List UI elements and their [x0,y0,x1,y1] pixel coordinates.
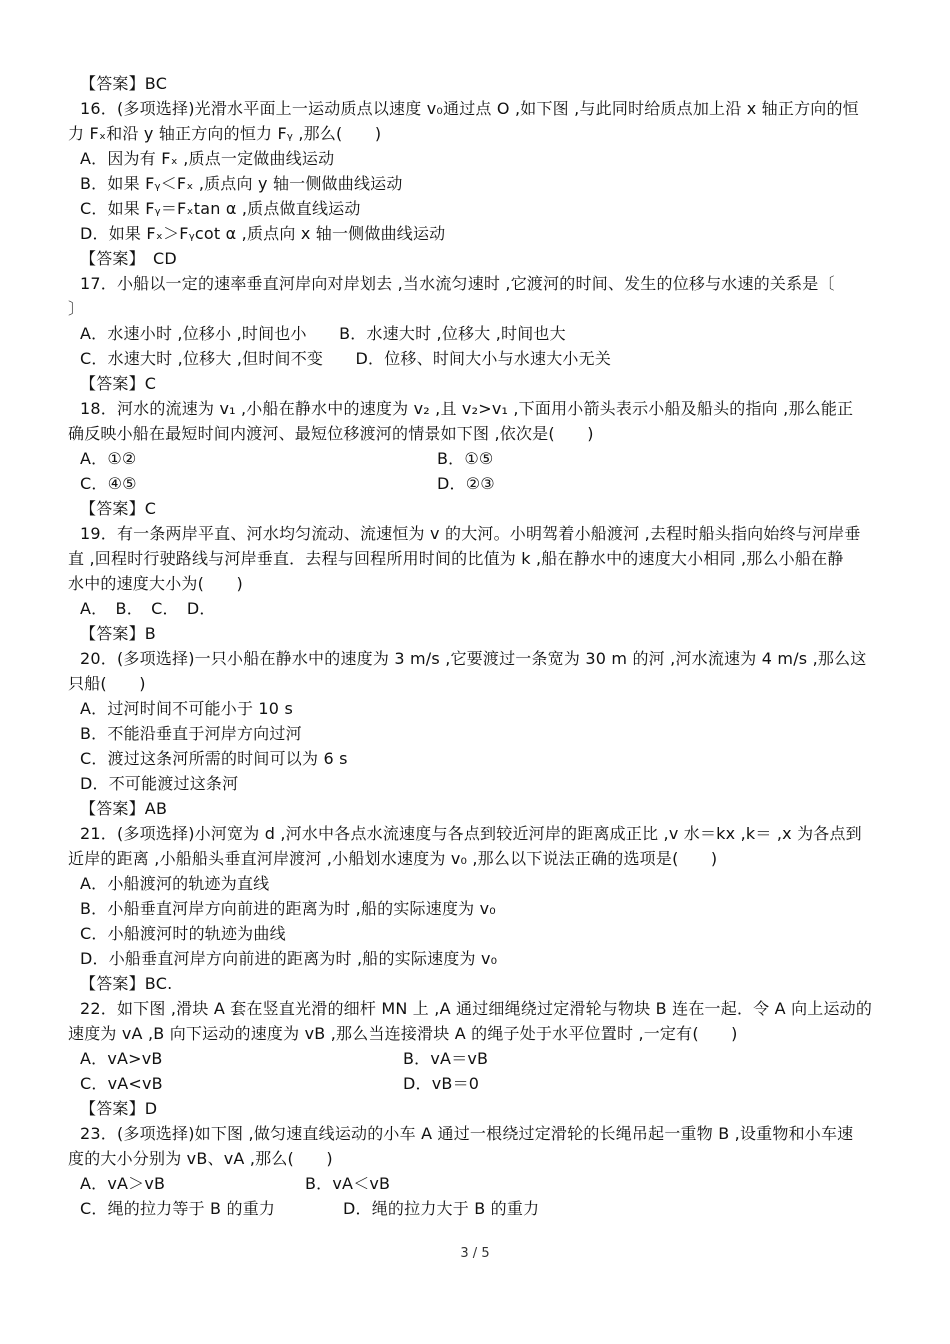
page-number: 3 / 5 [460,1246,490,1261]
q20-option-b: B．不能沿垂直于河岸方向过河 [80,724,302,743]
q19-options: A． B． C． D． [80,599,216,618]
q22-stem-line1: 22．如下图 ,滑块 A 套在竖直光滑的细杆 MN 上 ,A 通过细绳绕过定滑轮与物块 B 连在一起．令 A 向上运动的 [80,999,873,1018]
q23-stem-line2: 度的大小分别为 vB、vA ,那么( ) [68,1149,333,1168]
q19-stem-line3: 水中的速度大小为( ) [68,574,243,593]
q23-option-b: B．vA＜vB [305,1174,391,1193]
q21-option-b: B．小船垂直河岸方向前进的距离为时 ,船的实际速度为 v₀ [80,899,496,918]
q23-option-a: A．vA＞vB [80,1174,166,1193]
q19-stem-line1: 19．有一条两岸平直、河水均匀流动、流速恒为 v 的大河。小明驾着小船渡河 ,去程时船头指向始终与河岸垂 [80,524,861,543]
q17-options-cd: C．水速大时 ,位移大 ,但时间不变 D．位移、时间大小与水速大小无关 [80,349,612,368]
q17-stem-line1: 17．小船以一定的速率垂直河岸向对岸划去 ,当水流匀速时 ,它渡河的时间、发生的位移与水速的关系是〔 [80,274,835,293]
q20-stem-line2: 只船( ) [68,674,146,693]
q20-option-c: C．渡过这条河所需的时间可以为 6 s [80,749,348,768]
q23-option-c: C．绳的拉力等于 B 的重力 [80,1199,276,1218]
q20-option-d: D．不可能渡过这条河 [80,774,239,793]
answer-18: 【答案】C [80,499,157,518]
q21-stem-line1: 21．(多项选择)小河宽为 d ,河水中各点水流速度与各点到较近河岸的距离成正比 ,v 水＝kx ,k＝ ,x 为各点到 [80,824,862,843]
q18-stem-line1: 18．河水的流速为 v₁ ,小船在静水中的速度为 v₂ ,且 v₂>v₁ ,下面用小箭头表示小船及船头的指向 ,那么能正 [80,399,854,418]
q18-option-b: B．①⑤ [437,449,494,468]
q23-stem-line1: 23．(多项选择)如下图 ,做匀速直线运动的小车 A 通过一根绕过定滑轮的长绳吊起一重物 B ,设重物和小车速 [80,1124,854,1143]
q16-option-d: D．如果 Fₓ＞Fᵧcot α ,质点向 x 轴一侧做曲线运动 [80,224,446,243]
answer-19: 【答案】B [80,624,156,643]
answer-20: 【答案】AB [80,799,168,818]
q22-option-d: D．vB＝0 [403,1074,480,1093]
answer-17: 【答案】C [80,374,157,393]
q22-option-c: C．vA<vB [80,1074,163,1093]
answer-16: 【答案】 CD [80,249,177,268]
q16-option-b: B．如果 Fᵧ＜Fₓ ,质点向 y 轴一侧做曲线运动 [80,174,403,193]
q17-options-ab: A．水速小时 ,位移小 ,时间也小 B．水速大时 ,位移大 ,时间也大 [80,324,566,343]
q23-option-d: D．绳的拉力大于 B 的重力 [343,1199,540,1218]
q17-stem-line2: 〕 [68,299,85,318]
answer-15: 【答案】BC [80,74,168,93]
q16-stem-line2: 力 Fₓ和沿 y 轴正方向的恒力 Fᵧ ,那么( ) [68,124,382,143]
q21-option-a: A．小船渡河的轨迹为直线 [80,874,270,893]
q19-stem-line2: 直 ,回程时行驶路线与河岸垂直．去程与回程所用时间的比值为 k ,船在静水中的速度大小相同 ,那么小船在静 [68,549,844,568]
q22-stem-line2: 速度为 vA ,B 向下运动的速度为 vB ,那么当连接滑块 A 的绳子处于水平位置时 ,一定有( ) [68,1024,738,1043]
q18-option-c: C．④⑤ [80,474,137,493]
q18-stem-line2: 确反映小船在最短时间内渡河、最短位移渡河的情景如下图 ,依次是( ) [68,424,594,443]
q16-option-a: A．因为有 Fₓ ,质点一定做曲线运动 [80,149,335,168]
q20-stem-line1: 20．(多项选择)一只小船在静水中的速度为 3 m/s ,它要渡过一条宽为 30 m 的河 ,河水流速为 4 m/s ,那么这 [80,649,867,668]
answer-22: 【答案】D [80,1099,158,1118]
q16-stem-line1: 16．(多项选择)光滑水平面上一运动质点以速度 v₀通过点 O ,如下图 ,与此同时给质点加上沿 x 轴正方向的恒 [80,99,859,118]
q20-option-a: A．过河时间不可能小于 10 s [80,699,294,718]
q22-option-b: B．vA＝vB [403,1049,489,1068]
q21-stem-line2: 近岸的距离 ,小船船头垂直河岸渡河 ,小船划水速度为 v₀ ,那么以下说法正确的选项是( ) [68,849,718,868]
q18-option-a: A．①② [80,449,137,468]
q18-option-d: D．②③ [437,474,495,493]
q22-option-a: A．vA>vB [80,1049,163,1068]
q21-option-c: C．小船渡河时的轨迹为曲线 [80,924,286,943]
q16-option-c: C．如果 Fᵧ＝Fₓtan α ,质点做直线运动 [80,199,361,218]
q21-option-d: D．小船垂直河岸方向前进的距离为时 ,船的实际速度为 v₀ [80,949,498,968]
answer-21: 【答案】BC. [80,974,173,993]
